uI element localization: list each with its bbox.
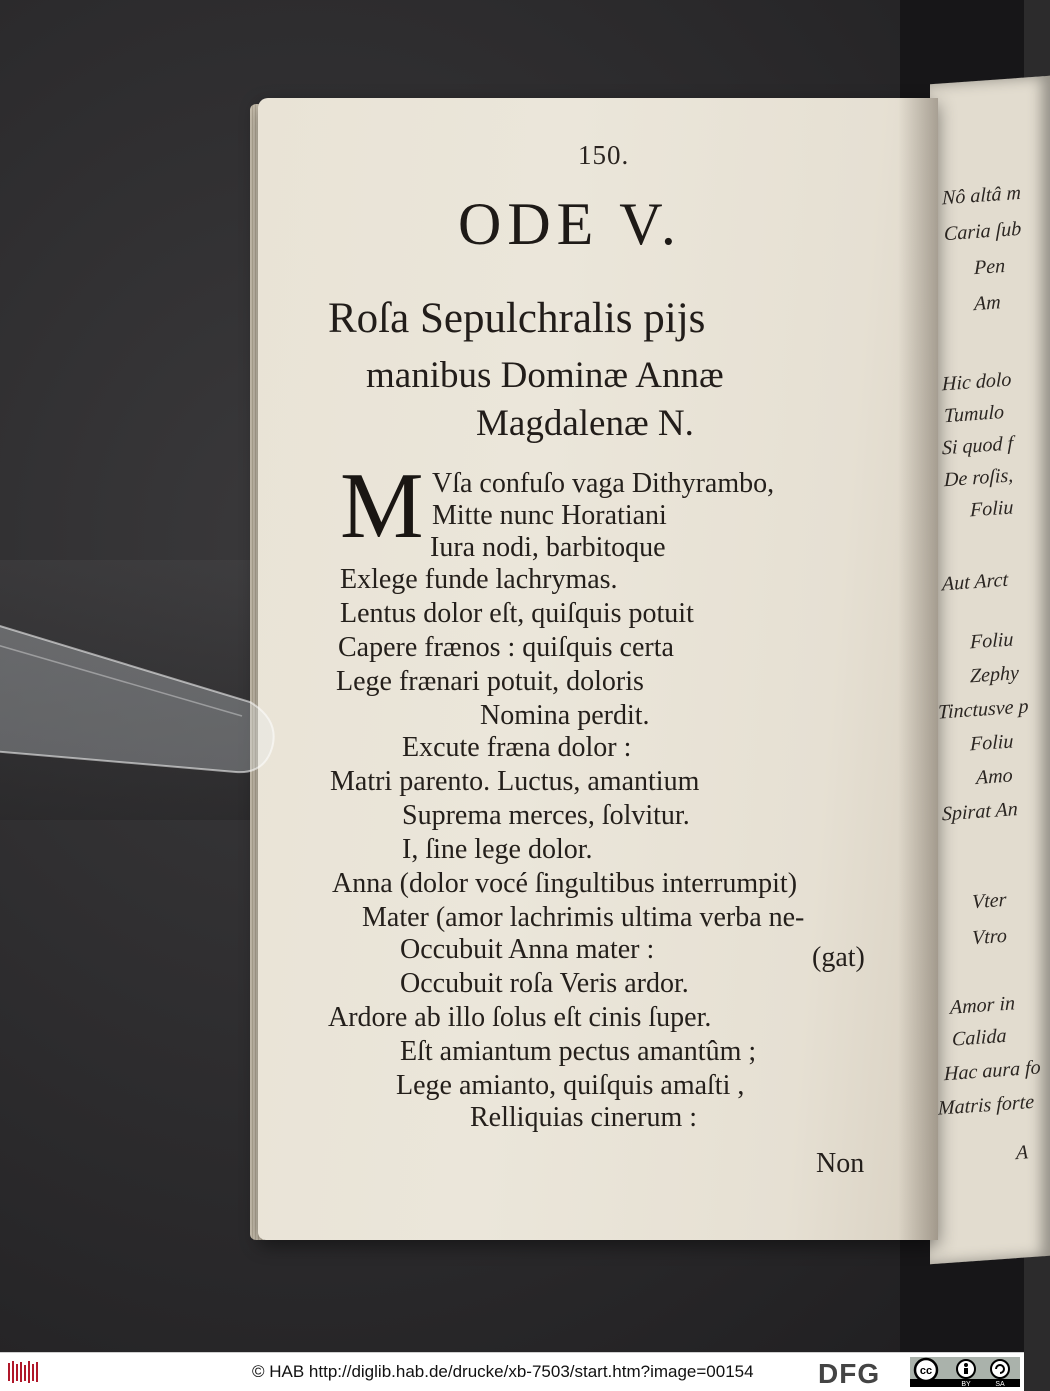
facing-line: Am: [974, 291, 1001, 316]
facing-line: Tinctusve p: [938, 695, 1029, 724]
facing-line: Si quod f: [942, 432, 1014, 460]
facing-line: Amor in: [950, 992, 1015, 1019]
page-title: ODE V.: [458, 191, 682, 257]
verse-line: Occubuit Anna mater :: [400, 934, 655, 965]
hab-logo-icon: [6, 1359, 42, 1385]
facing-line: Matris forte: [938, 1090, 1035, 1120]
by-label: BY: [961, 1381, 971, 1388]
page-gutter-shadow: [898, 98, 938, 1240]
verse-line: Relliquias cinerum :: [470, 1102, 698, 1133]
verse-line: Mitte nunc Horatiani: [432, 500, 667, 531]
page-clip: [0, 610, 300, 810]
verse-line: Lentus dolor eſt, quiſquis potuit: [340, 598, 694, 629]
cc-icon: [915, 1359, 937, 1381]
verse-line: Matri parento. Luctus, amantium: [330, 766, 700, 797]
book-page: [258, 98, 938, 1240]
by-icon: [957, 1360, 975, 1378]
facing-line: Nô altâ m: [942, 181, 1021, 210]
catchword: Non: [816, 1148, 865, 1179]
verse-line: Lege amianto, quiſquis amaſti ,: [396, 1070, 745, 1101]
facing-line: Pen: [974, 254, 1006, 280]
facing-page: [930, 76, 1050, 1264]
sa-label: SA: [995, 1381, 1005, 1388]
verse-line: Exlege funde lachrymas.: [340, 564, 618, 595]
subtitle-line: manibus Dominæ Annæ: [366, 355, 724, 396]
verse-line: Mater (amor lachrimis ultima verba ne-: [362, 902, 805, 933]
verse-line: (gat): [812, 942, 865, 973]
facing-line: Spirat An: [942, 798, 1018, 826]
verse-line: Occubuit roſa Veris ardor.: [400, 968, 689, 999]
verse-line: Lege frænari potuit, doloris: [336, 666, 644, 697]
copyright-link[interactable]: © HAB http://diglib.hab.de/drucke/xb-7503/start.htm?image=00154: [252, 1362, 754, 1381]
cc-license-badge[interactable]: [910, 1357, 1020, 1387]
facing-line: Foliu: [970, 496, 1014, 522]
facing-line: De roſis,: [944, 464, 1014, 492]
sa-icon: [991, 1360, 1009, 1378]
verse-line: Nomina perdit.: [480, 700, 650, 731]
verse-line: Suprema merces, ſolvitur.: [402, 800, 690, 831]
verse-line: I, ſine lege dolor.: [402, 834, 593, 865]
verse-line: Ardore ab illo ſolus eſt cinis ſuper.: [328, 1002, 712, 1033]
facing-line: Calida: [952, 1024, 1007, 1051]
facing-line: Tumulo: [944, 401, 1005, 428]
verse-line: Eſt amiantum pectus amantûm ;: [400, 1036, 757, 1067]
facing-line: Aut Arct: [942, 568, 1009, 596]
svg-text:cc: cc: [919, 1365, 933, 1377]
verse-line: Capere frænos : quiſquis certa: [338, 632, 674, 663]
facing-line: Vtro: [972, 924, 1007, 950]
subtitle-line: Magdalenæ N.: [476, 403, 694, 444]
facing-line: Hac aura fo: [944, 1056, 1041, 1086]
subtitle-line: Roſa Sepulchralis pijs: [328, 295, 706, 342]
verse-line: Vſa confuſo vaga Dithyrambo,: [432, 468, 775, 499]
facing-line: Foliu: [970, 628, 1014, 654]
verse-line: Anna (dolor vocé ſingultibus interrumpit): [332, 868, 798, 899]
facing-line: Amo: [976, 764, 1013, 789]
drop-capital: M: [340, 454, 424, 558]
footer-bar: [0, 1352, 1024, 1391]
facing-line: Foliu: [970, 730, 1014, 756]
verse-line: Excute fræna dolor :: [402, 732, 632, 763]
facing-line: Hic dolo: [942, 368, 1012, 396]
verse-line: Iura nodi, barbitoque: [430, 532, 666, 563]
facing-line: Vter: [972, 888, 1007, 914]
dfg-logo: DFG: [818, 1358, 881, 1389]
facing-line: Caria ſub: [944, 217, 1022, 246]
facing-line: Zephy: [970, 661, 1019, 688]
page-number: 150.: [578, 140, 630, 170]
facing-line: A: [1016, 1141, 1029, 1165]
